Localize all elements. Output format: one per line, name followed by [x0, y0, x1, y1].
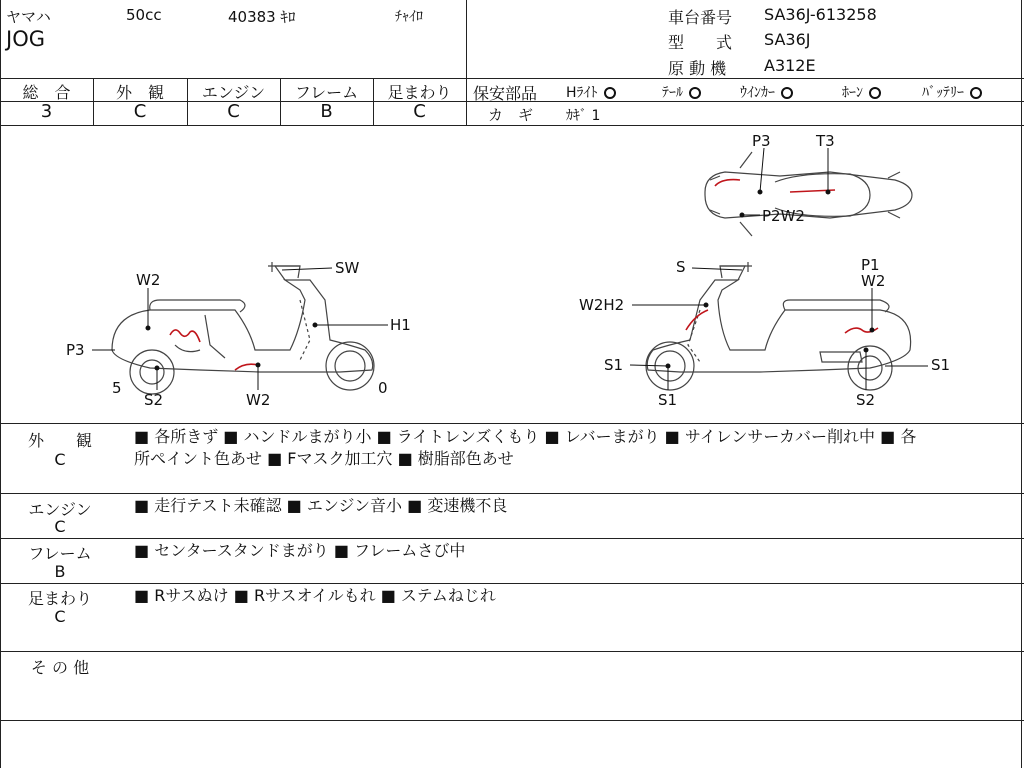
- grade-engine-label: エンジン: [201, 83, 266, 102]
- notes-other-label: そ の 他: [30, 658, 90, 677]
- damage-mark: [235, 364, 258, 370]
- notes-suspension-text: ■ Rサスぬけ ■ Rサスオイルもれ ■ ステムねじれ: [134, 586, 496, 605]
- notes-engine-label: エンジン: [28, 500, 92, 519]
- model-name: JOG: [6, 27, 45, 51]
- maker: ヤマハ: [6, 8, 51, 26]
- label-w2: W2: [246, 391, 271, 409]
- label-0: 0: [378, 379, 388, 397]
- notes-frame-grade: B: [54, 562, 66, 581]
- label-p3: P3: [66, 341, 85, 359]
- safety-horn: ﾎｰﾝ: [842, 82, 881, 102]
- frame-no-label: 車台番号: [668, 8, 733, 27]
- displacement: 50cc: [126, 6, 162, 24]
- grade-suspension: C: [413, 101, 426, 122]
- damage-mark: [715, 180, 740, 186]
- label-p1: P1: [861, 256, 880, 274]
- ok-circle-icon: [604, 87, 616, 99]
- divider: [0, 538, 1024, 539]
- grade-frame: B: [320, 101, 333, 122]
- label-s2: S2: [856, 391, 876, 409]
- notes-engine-text: ■ 走行テスト未確認 ■ エンジン音小 ■ 変速機不良: [134, 496, 508, 515]
- grade-engine: C: [227, 101, 240, 122]
- divider: [0, 423, 1024, 424]
- type-value: SA36J: [764, 30, 811, 49]
- color: ﾁｬｲﾛ: [395, 9, 423, 25]
- label-p2w2: P2W2: [762, 207, 805, 225]
- border-right: [1021, 0, 1022, 768]
- label-s2: S2: [144, 391, 164, 409]
- key-value: ｶｷﾞ 1: [566, 108, 601, 124]
- label-s1: S1: [931, 356, 951, 374]
- ok-circle-icon: [781, 87, 793, 99]
- top-scooter-drawing: [705, 152, 912, 236]
- safety-winker: ｳｲﾝｶｰ: [740, 82, 793, 102]
- notes-exterior-grade: C: [54, 450, 66, 469]
- label-t3: T3: [816, 132, 835, 150]
- label-sw: SW: [335, 259, 360, 277]
- grade-overall-label: 総 合: [22, 83, 71, 102]
- label-5: 5: [112, 379, 122, 397]
- notes-frame-text: ■ センタースタンドまがり ■ フレームさび中: [134, 541, 466, 560]
- label-s1: S1: [604, 356, 624, 374]
- engine-model: A312E: [764, 56, 816, 75]
- notes-suspension-grade: C: [54, 607, 66, 626]
- engine-model-label: 原 動 機: [668, 59, 727, 78]
- type-label: 型 式: [668, 33, 733, 52]
- safety-label: 保安部品: [473, 84, 538, 103]
- divider: [0, 583, 1024, 584]
- frame-no: SA36J-613258: [764, 5, 877, 24]
- divider: [0, 493, 1024, 494]
- damage-mark: [170, 330, 200, 342]
- safety-battery: ﾊﾞｯﾃﾘｰ: [922, 82, 982, 102]
- damage-diagram: [0, 126, 1020, 422]
- notes-exterior-label: 外 観: [27, 431, 92, 450]
- grade-overall: 3: [40, 101, 53, 122]
- label-w2: W2: [136, 271, 161, 289]
- notes-exterior-line1: ■ 各所きず ■ ハンドルまがり小 ■ ライトレンズくもり ■ レバーまがり ■ サイレンサーカバー削れ中 ■ 各: [134, 427, 917, 446]
- grade-exterior-label: 外 観: [115, 83, 164, 102]
- label-w2: W2: [861, 272, 886, 290]
- label-s: S: [676, 258, 686, 276]
- label-p3: P3: [752, 132, 771, 150]
- label-s1: S1: [658, 391, 678, 409]
- ok-circle-icon: [689, 87, 701, 99]
- safety-tail: ﾃｰﾙ: [662, 82, 701, 102]
- safety-headlight: Hﾗｲﾄ: [566, 82, 616, 102]
- ok-circle-icon: [869, 87, 881, 99]
- label-h1: H1: [390, 316, 411, 334]
- divider: [0, 78, 1024, 79]
- notes-exterior-line2: 所ペイント色あせ ■ Fマスク加工穴 ■ 樹脂部色あせ: [134, 449, 514, 468]
- ok-circle-icon: [970, 87, 982, 99]
- notes-frame-label: フレーム: [28, 544, 92, 563]
- notes-suspension-label: 足まわり: [27, 589, 92, 608]
- label-w2h2: W2H2: [579, 296, 625, 314]
- key-label: カ ギ: [488, 106, 534, 124]
- grade-suspension-label: 足まわり: [387, 83, 452, 102]
- mileage: 40383 ｷﾛ: [228, 8, 296, 26]
- notes-engine-grade: C: [54, 517, 66, 536]
- grade-exterior: C: [133, 101, 147, 122]
- divider: [466, 0, 467, 125]
- divider: [0, 720, 1024, 721]
- divider: [0, 651, 1024, 652]
- grade-frame-label: フレーム: [294, 83, 359, 102]
